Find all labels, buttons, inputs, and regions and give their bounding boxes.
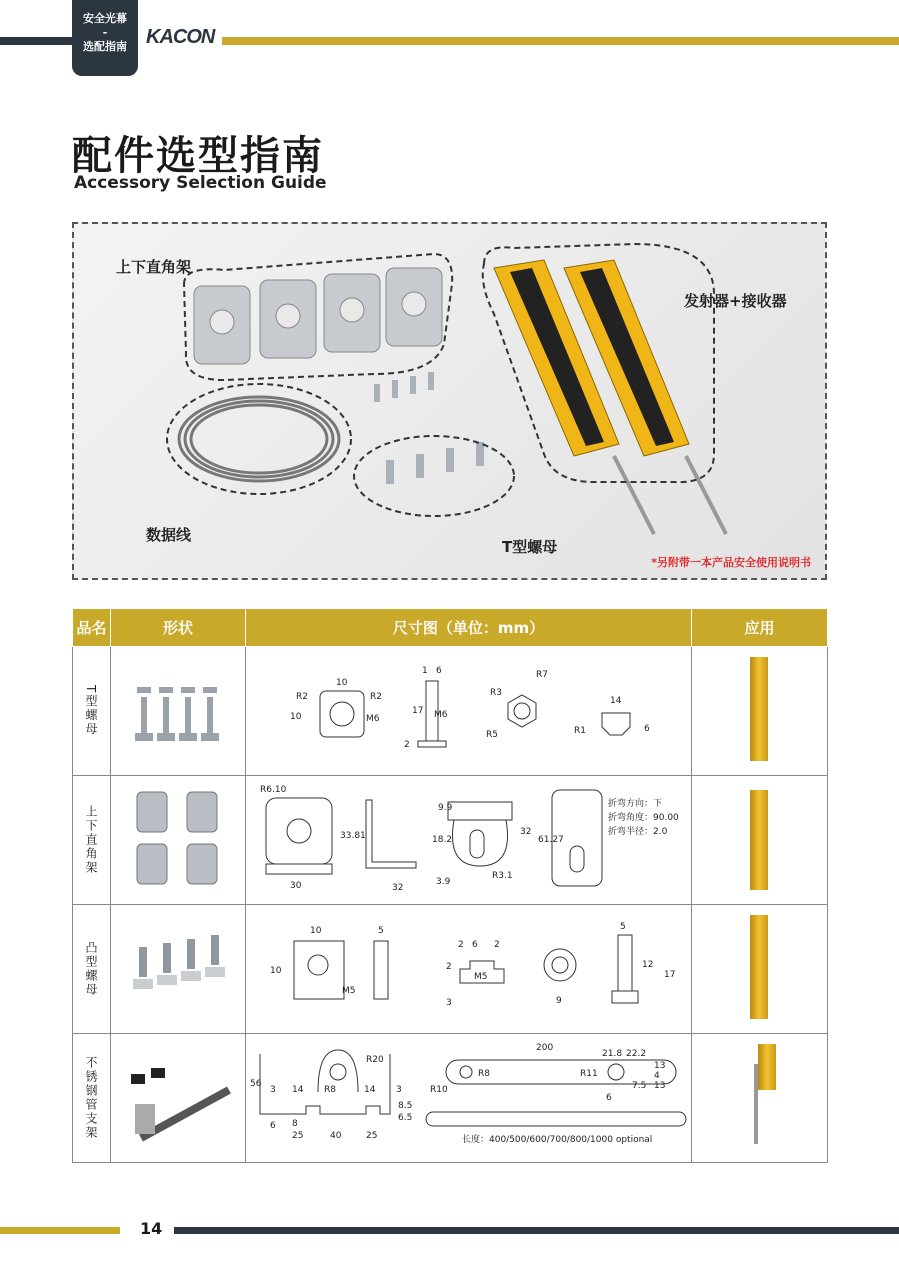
dim-label: 12 <box>642 960 654 970</box>
table-row <box>73 905 828 1034</box>
light-curtain-app-icon <box>750 790 768 890</box>
label-t-nut: T型螺母 <box>502 538 558 556</box>
table-row <box>73 1034 828 1163</box>
header-bar-dark <box>0 37 72 45</box>
tube-holder-dimension-drawing <box>246 1034 690 1158</box>
dim-label: 32 <box>392 883 404 893</box>
dim-label: 2 <box>404 740 410 750</box>
dim-label: 22.2 <box>626 1049 647 1059</box>
dim-label: R11 <box>580 1069 598 1079</box>
dimension-drawing <box>246 776 692 905</box>
footer-bar-dark <box>174 1227 899 1234</box>
dim-label: 7.5 <box>632 1081 647 1091</box>
light-curtain-app-icon <box>750 657 768 761</box>
dim-label: 17 <box>412 706 424 716</box>
application-image <box>692 647 828 776</box>
tube-holder-shape-icon <box>111 1034 245 1158</box>
application-image <box>692 905 828 1034</box>
row-name: T型螺母 <box>84 685 98 737</box>
dim-label: 32 <box>520 827 532 837</box>
dimension-drawing <box>246 647 692 776</box>
dim-label: 10 <box>270 966 282 976</box>
dimension-drawing <box>246 1034 692 1163</box>
dim-label: 3 <box>396 1085 402 1095</box>
dim-label: R8 <box>478 1069 490 1079</box>
brand-logo: KACON <box>146 26 215 48</box>
dimension-drawing <box>246 905 692 1034</box>
dim-label: 3.9 <box>436 877 451 887</box>
dim-label: 6 <box>644 724 650 734</box>
bend-note: 折弯半径：2.0 <box>608 827 668 837</box>
dim-label: 4 <box>654 1071 660 1081</box>
shape-image <box>111 1034 246 1163</box>
dim-label: 2 <box>494 940 500 950</box>
dim-label: R3.1 <box>492 871 513 881</box>
shape-image <box>111 647 246 776</box>
dim-label: 14 <box>610 696 622 706</box>
application-image <box>692 776 828 905</box>
tab-line-3: 选配指南 <box>83 40 127 53</box>
dim-label: 10 <box>290 712 302 722</box>
row-name: 不锈钢管支架 <box>84 1056 98 1140</box>
dim-label: 33.81 <box>340 831 366 841</box>
convex-nut-dimension-drawing <box>246 905 690 1029</box>
table-row <box>73 776 828 905</box>
bend-note: 折弯角度：90.00 <box>608 813 679 823</box>
dim-label: 6 <box>606 1093 612 1103</box>
dim-label: 8 <box>292 1119 298 1129</box>
row-name: 凸型螺母 <box>84 941 98 997</box>
light-curtain-app-icon <box>758 1044 776 1090</box>
table-header-row <box>73 609 828 647</box>
dim-label: R1 <box>574 726 586 736</box>
t-nut-dimension-drawing <box>246 647 690 771</box>
dim-label: 13 <box>654 1081 666 1091</box>
dim-label: R6.10 <box>260 785 287 795</box>
dim-label: 18.2 <box>432 835 453 845</box>
table-row <box>73 647 828 776</box>
dim-label: M6 <box>434 710 448 720</box>
footer-bar-gold <box>0 1227 120 1234</box>
page-number: 14 <box>140 1219 163 1238</box>
bracket-image <box>194 268 442 364</box>
header-bar-gold <box>222 37 899 45</box>
dim-label: 200 <box>536 1043 554 1053</box>
shape-image <box>111 776 246 905</box>
t-nut-shape-icon <box>111 647 245 771</box>
dim-label: 2 <box>446 962 452 972</box>
tab-line-1: 安全光幕 <box>83 12 127 25</box>
header-dimensions: 尺寸图（单位：mm） <box>246 609 692 647</box>
dim-label: 6.5 <box>398 1113 413 1123</box>
screws-image <box>374 372 484 484</box>
dim-label: 8.5 <box>398 1101 413 1111</box>
shape-image <box>111 905 246 1034</box>
dim-label: 5 <box>620 922 626 932</box>
dim-label: 9.9 <box>438 803 453 813</box>
dim-label: 40 <box>330 1131 342 1141</box>
tab-line-2: - <box>102 26 108 39</box>
dim-label: 21.8 <box>602 1049 623 1059</box>
dim-label: 3 <box>270 1085 276 1095</box>
dim-label: 56 <box>250 1079 262 1089</box>
dim-label: 10 <box>310 926 322 936</box>
dim-label: R2 <box>370 692 382 702</box>
page-subtitle: Accessory Selection Guide <box>74 173 327 193</box>
label-bracket: 上下直角架 <box>116 258 192 276</box>
manual-note: *另附带一本产品安全使用说明书 <box>651 556 811 569</box>
header-application: 应用 <box>692 609 828 647</box>
bracket-shape-icon <box>111 776 245 900</box>
label-cable: 数据线 <box>146 526 192 544</box>
page-title: 配件选型指南 <box>72 133 324 179</box>
dim-label: 61.27 <box>538 835 564 845</box>
dim-label: 6 <box>436 666 442 676</box>
dim-label: 14 <box>292 1085 304 1095</box>
accessory-table <box>72 608 828 1163</box>
dim-label: R20 <box>366 1055 384 1065</box>
label-emitter-receiver: 发射器+接收器 <box>684 292 787 310</box>
dim-label: 1 <box>422 666 428 676</box>
dim-label: 6 <box>472 940 478 950</box>
dim-label: 9 <box>556 996 562 1006</box>
dim-label: 5 <box>378 926 384 936</box>
bend-note: 折弯方向：下 <box>608 799 663 809</box>
dim-label: 13 <box>654 1061 666 1071</box>
dim-label: R2 <box>296 692 308 702</box>
dim-label: 2 <box>458 940 464 950</box>
convex-nut-shape-icon <box>111 905 245 1029</box>
dim-label: M6 <box>366 714 380 724</box>
dim-label: 30 <box>290 881 302 891</box>
application-image <box>692 1034 828 1163</box>
dim-label: 25 <box>292 1131 304 1141</box>
support-pole-icon <box>754 1064 758 1144</box>
dim-label: R3 <box>490 688 502 698</box>
dim-label: R7 <box>536 670 548 680</box>
dim-label: 6 <box>270 1121 276 1131</box>
length-note: 长度：400/500/600/700/800/1000 optional <box>462 1135 653 1145</box>
dim-label: R8 <box>324 1085 336 1095</box>
dim-label: M5 <box>342 986 356 996</box>
dim-label: R5 <box>486 730 498 740</box>
accessory-photo-panel <box>72 222 827 580</box>
bracket-dimension-drawing <box>246 776 690 900</box>
dim-label: 3 <box>446 998 452 1008</box>
header-name: 品名 <box>73 609 111 647</box>
section-tab <box>72 0 138 76</box>
dim-label: 17 <box>664 970 676 980</box>
light-curtain-app-icon <box>750 915 768 1019</box>
cable-image <box>179 397 339 481</box>
dim-label: 25 <box>366 1131 378 1141</box>
dim-label: R10 <box>430 1085 448 1095</box>
dim-label: M5 <box>474 972 488 982</box>
dim-label: 10 <box>336 678 348 688</box>
row-name: 上下直角架 <box>84 805 98 875</box>
header-shape: 形状 <box>111 609 246 647</box>
dim-label: 14 <box>364 1085 376 1095</box>
